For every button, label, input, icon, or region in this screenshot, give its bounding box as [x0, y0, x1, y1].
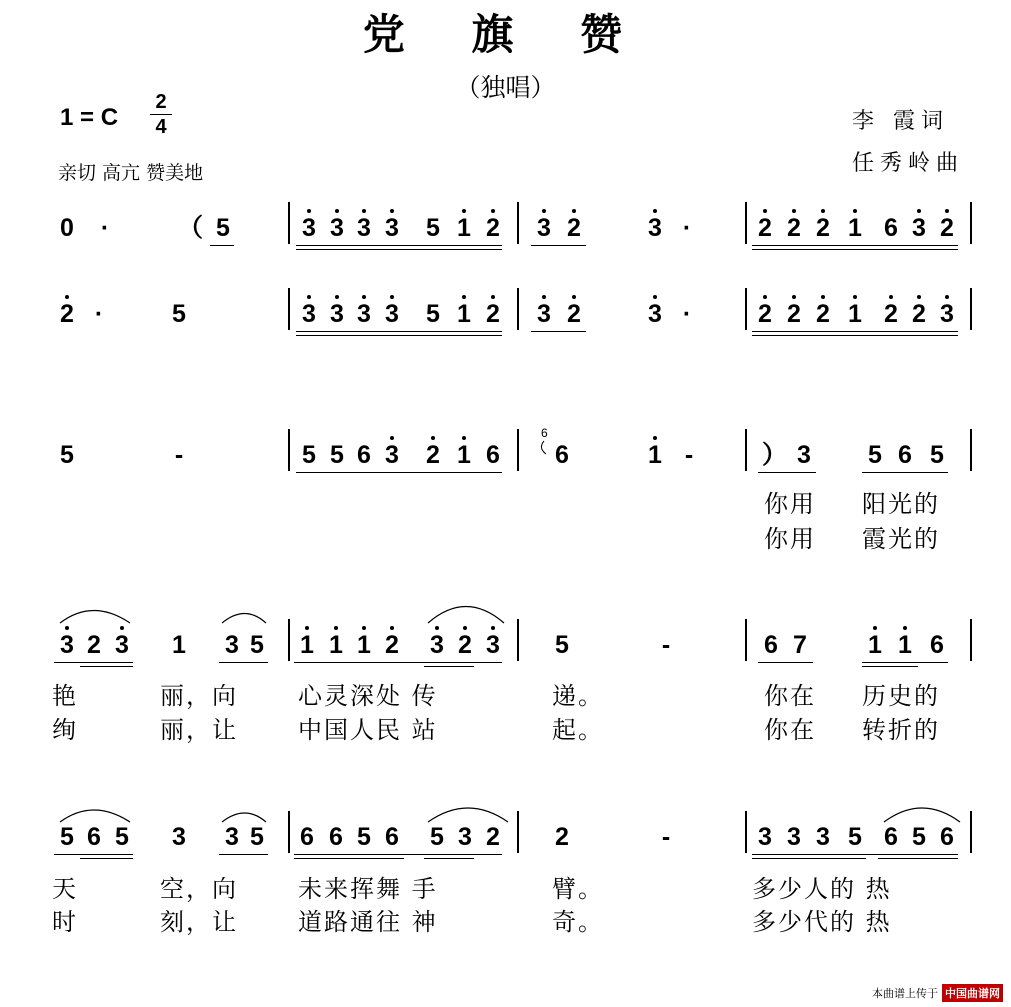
note: 2 [87, 631, 101, 659]
lyric: 你在 [764, 716, 816, 744]
note: 6 [87, 823, 101, 851]
note: 5 [912, 823, 926, 851]
note: 3 [385, 300, 399, 328]
note: 2 [567, 214, 581, 242]
note: 5 [555, 631, 569, 659]
note: 5 [250, 823, 264, 851]
note: 2 [758, 214, 772, 242]
note: 2 [884, 300, 898, 328]
lyric: 奇。 [552, 908, 604, 936]
note: 3 [486, 631, 500, 659]
note: 5 [330, 441, 344, 469]
lyric: 艳 [52, 682, 78, 710]
note: 2 [486, 823, 500, 851]
note: 6 [385, 823, 399, 851]
note: 3 [940, 300, 954, 328]
footer-text: 本曲谱上传于 [872, 987, 938, 1000]
note: 1 [648, 441, 662, 469]
note: 3 [330, 300, 344, 328]
note: 3 [537, 214, 551, 242]
note: 6 [764, 631, 778, 659]
lyric: 你用 [764, 525, 816, 553]
lyric: 未来挥舞 手 [298, 875, 438, 903]
note: 3 [60, 631, 74, 659]
lyric: 中国人民 站 [298, 716, 438, 744]
lyric: 空，向 [160, 875, 238, 903]
note: 3 [458, 823, 472, 851]
lyric: 臂。 [552, 875, 604, 903]
note: 2 [912, 300, 926, 328]
note: 1 [457, 441, 471, 469]
note: 1 [457, 214, 471, 242]
note: 7 [793, 631, 807, 659]
note: - [661, 631, 671, 659]
lyric: 霞光的 [862, 525, 940, 553]
note: 3 [430, 631, 444, 659]
note: 6 [357, 441, 371, 469]
note: 5 [426, 300, 440, 328]
note: 6 [555, 441, 569, 469]
note: 5 [302, 441, 316, 469]
note: · [682, 300, 692, 328]
lyric: 多少人的 热 [752, 875, 892, 903]
note: 0 [60, 214, 74, 242]
lyric: 历史的 [862, 682, 940, 710]
note: 2 [385, 631, 399, 659]
note: 2 [787, 300, 801, 328]
lyric: 心灵深处 传 [298, 682, 438, 710]
note: 1 [172, 631, 186, 659]
slur [428, 808, 508, 822]
note: 3 [115, 631, 129, 659]
note: 3 [357, 214, 371, 242]
note: 5 [426, 214, 440, 242]
note: 2 [486, 300, 500, 328]
note: 3 [302, 214, 316, 242]
lyric: 刻，让 [160, 908, 238, 936]
note: 2 [426, 441, 440, 469]
note: 5 [60, 441, 74, 469]
note: · [94, 300, 104, 328]
key-signature: 1 = C [60, 104, 119, 131]
note: 6 [884, 214, 898, 242]
note: 1 [898, 631, 912, 659]
note: 6 [329, 823, 343, 851]
slur [222, 813, 266, 822]
note: 1 [848, 214, 862, 242]
note: - [684, 441, 694, 469]
note: 3 [797, 441, 811, 469]
note: 6 [940, 823, 954, 851]
note: 5 [357, 823, 371, 851]
subtitle: （独唱） [455, 73, 556, 102]
composer: 任秀岭曲 [852, 151, 965, 176]
note: 5 [216, 214, 230, 242]
lyric: 转折的 [862, 716, 940, 744]
note: 3 [758, 823, 772, 851]
note: 1 [457, 300, 471, 328]
note: 6 [300, 823, 314, 851]
note: 3 [912, 214, 926, 242]
lyric: 多少代的 热 [752, 908, 892, 936]
note: 5 [430, 823, 444, 851]
note: 3 [357, 300, 371, 328]
note: 3 [172, 823, 186, 851]
note: 1 [868, 631, 882, 659]
note: 2 [567, 300, 581, 328]
note: 2 [787, 214, 801, 242]
note: 2 [940, 214, 954, 242]
site-logo: 中国曲谱网 [942, 984, 1003, 1002]
note: 2 [486, 214, 500, 242]
note: 3 [385, 441, 399, 469]
note: 3 [648, 214, 662, 242]
note: 5 [60, 823, 74, 851]
tempo-marking: 亲切 高亢 赞美地 [58, 162, 204, 184]
note: 2 [60, 300, 74, 328]
lyric: 丽，让 [160, 716, 238, 744]
lyric: 你在 [764, 682, 816, 710]
note: 5 [172, 300, 186, 328]
note: 1 [848, 300, 862, 328]
lyricist: 李 霞词 [852, 109, 949, 134]
note: 5 [250, 631, 264, 659]
grace-note: 6 [541, 426, 548, 440]
note: 2 [758, 300, 772, 328]
note: （ [178, 214, 204, 242]
note: 6 [884, 823, 898, 851]
lyric: 天 [52, 875, 78, 903]
note: 3 [648, 300, 662, 328]
note: 3 [330, 214, 344, 242]
time-numerator: 2 [155, 91, 167, 113]
note: 3 [302, 300, 316, 328]
note: 2 [816, 214, 830, 242]
lyric: 阳光的 [862, 490, 940, 518]
note: 6 [898, 441, 912, 469]
lyric: 丽，向 [160, 682, 238, 710]
song-title: 党 旗 赞 [362, 10, 649, 59]
note: 2 [458, 631, 472, 659]
lyric: 起。 [552, 716, 604, 744]
lyric: 道路通往 神 [298, 908, 438, 936]
note: 3 [225, 631, 239, 659]
note: ） [762, 441, 788, 469]
lyric: 递。 [552, 682, 604, 710]
time-denominator: 4 [155, 116, 167, 138]
note: 3 [816, 823, 830, 851]
note: 5 [930, 441, 944, 469]
note: 1 [300, 631, 314, 659]
note: · [682, 214, 692, 242]
slur [60, 611, 130, 624]
lyric: 绚 [52, 716, 78, 744]
note: 6 [486, 441, 500, 469]
note: 2 [816, 300, 830, 328]
slur [884, 808, 960, 822]
note: 1 [357, 631, 371, 659]
note: 5 [115, 823, 129, 851]
note: - [661, 823, 671, 851]
note: 3 [537, 300, 551, 328]
note: · [100, 214, 110, 242]
slur [428, 607, 504, 624]
grace-slur [541, 441, 546, 454]
lyric: 你用 [764, 490, 816, 518]
footer [872, 984, 1003, 1002]
note: 2 [555, 823, 569, 851]
note: 5 [868, 441, 882, 469]
slur [60, 810, 130, 822]
note: 3 [385, 214, 399, 242]
slur [222, 614, 266, 624]
note: 1 [329, 631, 343, 659]
note: 5 [848, 823, 862, 851]
note: 6 [930, 631, 944, 659]
note: 3 [225, 823, 239, 851]
note: 3 [787, 823, 801, 851]
lyric: 时 [52, 908, 78, 936]
note: - [174, 441, 184, 469]
